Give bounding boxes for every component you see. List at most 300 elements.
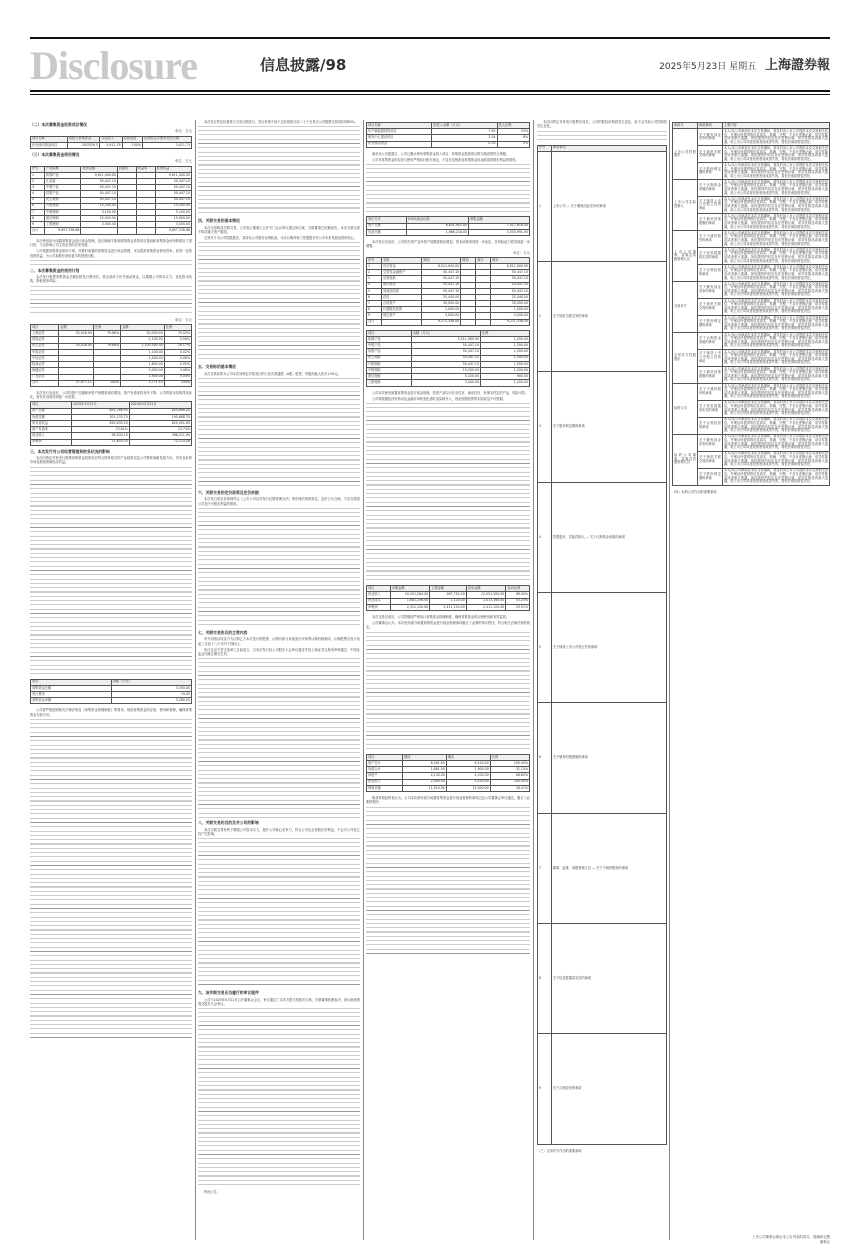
section-name: 信息披露 (260, 56, 321, 74)
table-cell: 汇添富 (45, 178, 81, 184)
table-header-cell: 发行方式 (367, 217, 407, 223)
table-cell: 9 (538, 1034, 552, 1144)
commitment-item-cell: 关于避免同业竞争的承诺 (698, 129, 723, 146)
table-cell: 50,447.10 (491, 288, 530, 294)
column-divider (363, 120, 364, 1240)
table-cell: 1,100,000.00 (121, 343, 165, 349)
table-row (367, 380, 530, 386)
table-cell: 3,771.43 (121, 380, 165, 386)
table-cell: 中银理财 (45, 209, 81, 215)
table-header-cell: 产品简称 (45, 166, 81, 172)
section-heading: 五、交易标的基本情况 (198, 364, 236, 370)
table-header-cell: 序号 (538, 145, 552, 151)
table-cell: 2.04 (432, 135, 497, 141)
table-footnote: （四）标的公司作出的重要承诺 (672, 489, 717, 494)
fund-table (30, 679, 192, 705)
commitment-content-cell: 本人/本公司承诺在本次交易期间，将及时向上市公司提供本次交易相关信息，并保证所提供的信息真实、准确、完整，不存在虚假记载、误导性陈述或者重大遗漏。如因提供的信息存在虚假记载、误导性陈述或重大遗漏，给上市公司或者投资者造成损失的，将依法承担赔偿责任。 (724, 179, 828, 195)
table-cell: 50,447.10 (422, 270, 461, 276)
commitment-item-cell: 关于填补回报措施的承诺 (698, 214, 723, 231)
column-divider (669, 120, 670, 1240)
table-cell: 28.47% (490, 785, 529, 791)
table-cell: 中信证券 (31, 355, 59, 361)
paragraph: 公司本次使用闲置募集资金进行现金管理，投资产品均为安全性高、流动性好、有保本约定的产品，风险可控。 (372, 390, 529, 395)
section-heading: 二、本次募集资金的使用计划 (30, 267, 80, 273)
table-header-cell: 投入比例 (497, 123, 529, 129)
table-header-cell: 100%现金认购 (406, 217, 468, 223)
table-cell: 1,500.00 (121, 374, 165, 380)
table-cell: 50,447.10 (411, 355, 480, 361)
table-cell: 营业收入 (367, 592, 391, 598)
table-cell: 关于合规经营的承诺 (551, 1034, 666, 1144)
commitment-content-cell: 本人/本公司承诺在本次交易期间，将及时向上市公司提供本次交易相关信息，并保证所提供的信息真实、准确、完整，不存在虚假记载、误导性陈述或者重大遗漏。如因提供的信息存在虚假记载、误导性陈述或重大遗漏，给上市公司或者投资者造成损失的，将依法承担赔偿责任。 (724, 298, 828, 314)
table-cell: 1 (31, 172, 45, 178)
table-cell: 1,500.00 (481, 355, 530, 361)
table-header-cell: 减少 (476, 257, 491, 263)
table-cell: 5,911.79 (100, 142, 122, 148)
table-cell: 100.00% (490, 779, 529, 785)
commitment-detail-table (672, 122, 830, 486)
table-cell: 201,133.75 (71, 414, 129, 420)
distribution-table (30, 166, 192, 235)
table-cell: 15,200.00 (411, 367, 480, 373)
table-cell: 招银产品 (45, 191, 81, 197)
paragraph: 公司将根据经济形势以及金融市场的变化适时适量地介入，因此短期投资的实际收益不可预期。 (372, 396, 506, 401)
table-cell: 净利润 (31, 439, 72, 445)
table-row (673, 129, 830, 146)
table-cell: 1 (538, 151, 552, 261)
table-cell: 2,411,120.00 (430, 604, 467, 610)
table-row (31, 439, 192, 445)
table-cell: 兴银理财 (367, 361, 412, 367)
paragraph: 本次发行的定价原则符合《上市公司证券发行注册管理办法》等法律法规的规定，定价公允合理，不存在损害公司及中小股东利益的情形。 (198, 497, 360, 506)
paragraph: 本次关联交易有利于增强公司资本实力，提升公司核心竞争力，符合公司及全体股东的利益，不会对公司独立性产生影响。 (198, 827, 360, 837)
commitment-item-cell: 关于规范关联交易的承诺 (698, 298, 723, 315)
table-header-cell: 期末 (446, 754, 490, 760)
paragraph: 截至本公告披露日，公司已累计使用募集资金投入项目，募集资金投资项目的实施进度符合预期。 (372, 151, 510, 156)
table-cell: 2,003,991.00 (468, 229, 529, 235)
body-text-block (30, 260, 192, 266)
table-row (31, 698, 192, 704)
table-header-cell: 拟投入金额（万元） (432, 123, 497, 129)
table-cell: 1,200.00 (481, 380, 530, 386)
table-header-cell: 金额（万元） (411, 330, 480, 336)
paragraph: 本次向特定对象发行股票完成后，公司的股权结构将发生变化，但不会导致公司控制权发生变化。 (537, 120, 667, 129)
table-cell: 1,120.00 (430, 598, 467, 604)
table-header-cell: 比例 (164, 325, 191, 331)
table-cell: 53% (497, 129, 529, 135)
table-cell: 100% (93, 380, 120, 386)
table-header-cell: 到期日 (117, 166, 136, 172)
body-text-block (198, 378, 360, 488)
table-cell: 650,635.20 (71, 421, 129, 427)
table-cell: 广发证券 (31, 374, 59, 380)
table-cell: 0.02% (164, 349, 191, 355)
table-header-cell: 项目 (31, 325, 59, 331)
table-cell: 资产负债率 (31, 427, 72, 433)
table-cell: 3,011.73 (142, 142, 191, 148)
table-cell: 30,000.00 (121, 331, 165, 337)
table-cell: 资产总计 (367, 760, 403, 766)
table-cell: 9,611,000.00 (81, 172, 117, 178)
table-cell: 1,500.00 (481, 349, 530, 355)
commitment-item-cell: 关于股份锁定期的承诺 (698, 163, 723, 180)
commitment-party-cell: 标的公司 (673, 383, 698, 434)
table-cell: 31.15% (490, 767, 529, 773)
table-header-cell: 金额 (59, 325, 94, 331)
table-cell: 6,001.00 (402, 760, 446, 766)
table-cell: 3,000.00 (81, 222, 117, 228)
table-cell: 3,280.55 (111, 698, 192, 704)
section-heading: 四、关联交易的基本情况 (198, 218, 240, 224)
table-cell: 53.20% (506, 598, 530, 604)
table-cell: 5 (367, 288, 382, 294)
table-cell: 董事、监事、高级管理人员 — 关于不减持股份的承诺 (551, 813, 666, 923)
masthead-bottom-rule (30, 90, 830, 92)
table-cell: 年产新能源材料项目 (367, 129, 432, 135)
table-cell: 3,000.00 (491, 313, 530, 319)
table-header-cell: 变动比例 (506, 586, 530, 592)
commitment-content-cell: 本人/本公司承诺在本次交易期间，将及时向上市公司提供本次交易相关信息，并保证所提供的信息真实、准确、完整，不存在虚假记载、误导性陈述或者重大遗漏。如因提供的信息存在虚假记载、误导性陈述或重大遗漏，给上市公司或者投资者造成损失的，将依法承担赔偿责任。 (724, 264, 828, 280)
section-heading: （三）本次募集资金使用情况 (30, 151, 80, 157)
table-cell: 8% (497, 135, 529, 141)
commitment-content-cell: 本人/本公司承诺在本次交易期间，将及时向上市公司提供本次交易相关信息，并保证所提供的信息真实、准确、完整，不存在虚假记载、误导性陈述或者重大遗漏。如因提供的信息存在虚假记载、误导性陈述或重大遗漏，给上市公司或者投资者造成损失的，将依法承担赔偿责任。 (724, 247, 828, 263)
table-row (538, 482, 667, 592)
table-cell: 50,447.10 (155, 197, 191, 203)
table-cell: 50,447.10 (411, 361, 480, 367)
table-header-cell: 主要内容 (723, 123, 830, 129)
masthead-right (659, 54, 830, 73)
table-cell: 8,011,000.00 (491, 263, 530, 269)
paragraph: 本次使用部分闲置募集资金进行现金管理，是在确保不影响募集资金投资项目建设和募集资金使用的情况下进行的，不会影响公司主营业务的正常发展。 (30, 238, 192, 247)
table-header-cell: 投资收益 (155, 166, 191, 172)
paragraph: 公司将严格按照相关法律法规及《募集资金管理制度》的要求，规范募集资金的存放、使用和管理，确保募集资金专款专用。 (30, 708, 192, 717)
table-header-cell: 投资金额 (81, 166, 117, 172)
table-row (673, 231, 830, 248)
table-cell: 2,411,120.00 (390, 604, 430, 610)
table-cell: 合计 (31, 228, 45, 234)
commitment-content-cell: 本人/本公司承诺在本次交易期间，将及时向上市公司提供本次交易相关信息，并保证所提供的信息真实、准确、完整，不存在虚假记载、误导性陈述或者重大遗漏。如因提供的信息存在虚假记载、误导性陈述或重大遗漏，给上市公司或者投资者造成损失的，将依法承担赔偿责任。 (724, 213, 828, 229)
table-row (538, 923, 667, 1033)
commitment-item-cell: 关于避免同业竞争的承诺 (698, 281, 723, 298)
table-header-cell: 募集金额 (468, 217, 529, 223)
commitment-party-cell: 标的公司董事、监事及高级管理人员 (673, 434, 698, 485)
table-row (367, 604, 530, 610)
commitment-content-cell: 本人/本公司承诺在本次交易期间，将及时向上市公司提供本次交易相关信息，并保证所提供的信息真实、准确、完整，不存在虚假记载、误导性陈述或者重大遗漏。如因提供的信息存在虚假记载、误导性陈述或重大遗漏，给上市公司或者投资者造成损失的，将依法承担赔偿责任。 (724, 468, 828, 484)
table-row (538, 703, 667, 813)
table-cell: 9 (367, 313, 382, 319)
table-cell: 1,681,256.00 (390, 598, 430, 604)
table-cell: 824,668.20 (129, 408, 191, 414)
table-header-cell: 项目名称 (367, 123, 432, 129)
table-cell: 9 (31, 222, 45, 228)
section-heading: 三、本次发行对公司经营管理和财务状况的影响 (30, 448, 110, 454)
table-cell: 79.55% (164, 331, 191, 337)
table-cell: 50,447.10 (491, 270, 530, 276)
table-header-cell: 2025年3月31日 (71, 402, 129, 408)
table-cell: 7 (538, 813, 552, 923)
table-cell: 国泰证券 (31, 337, 59, 343)
table-cell: 负债总额 (31, 414, 72, 420)
commitment-content-cell: 本人/本公司承诺在本次交易期间，将及时向上市公司提供本次交易相关信息，并保证所提供的信息真实、准确、完整，不存在虚假记载、误导性陈述或者重大遗漏。如因提供的信息存在虚假记载、误导性陈述或重大遗漏，给上市公司或者投资者造成损失的，将依法承担赔偿责任。 (724, 128, 828, 144)
table-cell: 合同资产 (381, 301, 421, 307)
paragraph: 公司对募集资金的存放与使用严格执行相关规定，不存在变相改变募集资金用途和损害股东利益的情形。 (372, 158, 519, 163)
table-row (538, 593, 667, 703)
masthead (30, 40, 830, 90)
table-row (31, 142, 192, 148)
table-cell: 阶梯产品 (45, 172, 81, 178)
table-cell: 阶梯产品 (367, 337, 412, 343)
issuance-table (366, 216, 530, 236)
table-cell: 2,013,160.00 (466, 598, 506, 604)
table-cell: 2 (367, 270, 382, 276)
table-row (538, 813, 667, 923)
table-cell: 预付款项 (381, 282, 421, 288)
column-4 (537, 120, 667, 1240)
table-cell: 固定资产 (381, 313, 421, 319)
table-cell: 6,831,902.00 (406, 223, 468, 229)
table-row (673, 281, 830, 298)
table-header-cell: 比例 (490, 754, 529, 760)
table-cell (117, 228, 136, 234)
table-cell: 8 (538, 923, 552, 1033)
table-cell: 15,000.00 (81, 216, 117, 222)
paragraph: 公司根据募集资金使用计划，对暂时闲置的募集资金进行现金管理，可以提高募集资金使用效率，获得一定的投资收益，为公司和股东获取更多的投资回报。 (30, 249, 192, 258)
commitment-item-cell: 关于填补回报措施的承诺 (698, 366, 723, 383)
table-header-cell: 达到预定可使用状态日期 (142, 136, 191, 142)
table-cell: 30,028.00 (59, 343, 94, 349)
page-footer (600, 1235, 830, 1244)
commitment-content-cell: 本人/本公司承诺在本次交易期间，将及时向上市公司提供本次交易相关信息，并保证所提供的信息真实、准确、完整，不存在虚假记载、误导性陈述或者重大遗漏。如因提供的信息存在虚假记载、误导性陈述或重大遗漏，给上市公司或者投资者造成损失的，将依法承担赔偿责任。 (724, 230, 828, 246)
table-cell: 79.66% (93, 343, 120, 349)
table-cell: 关于填补回报措施的承诺 (551, 703, 666, 813)
column-5 (672, 120, 830, 1240)
table-cell (381, 319, 421, 325)
unit-caption: 单位：万元 (513, 250, 530, 255)
table-cell: 96.00% (506, 592, 530, 598)
table-cell: 50,447.10 (155, 185, 191, 191)
paragraph: 保荐机构经核查认为，公司本次使用部分闲置募集资金进行现金管理的事项已经公司董事会审议通过，履行了必要的程序。 (366, 795, 530, 805)
table-cell: 15,200.00 (155, 203, 191, 209)
table-cell: 50,447.10 (411, 343, 480, 349)
table-cell: 12,051,300.00 (466, 592, 506, 598)
table-cell: 7 (367, 301, 382, 307)
disclosure-wordmark: Disclosure (30, 43, 198, 88)
footer-signature: 董事会 (819, 1239, 830, 1244)
table-cell: 资产总额 (31, 408, 72, 414)
section-heading: 八、关联交易的目的及对公司的影响 (198, 820, 259, 826)
column-2 (198, 120, 360, 1240)
table-cell: 1,500.00 (481, 361, 530, 367)
table-row (367, 141, 530, 147)
closing-line: 特此公告。 (204, 1190, 220, 1195)
table-cell: 长期股权投资 (381, 307, 421, 313)
allocation-table (30, 324, 192, 387)
product-list-table (366, 330, 530, 387)
column-1 (30, 120, 192, 1240)
table-cell: 9,271,338.00 (491, 319, 530, 325)
commitment-party-cell: 上市公司董事、监事及高级管理人员 (673, 231, 698, 282)
table-cell: 50,447.10 (422, 282, 461, 288)
table-cell: 2025年6月 (67, 142, 100, 148)
table-cell: 1,000.00 (422, 307, 461, 313)
table-cell: 1,800.00 (121, 362, 165, 368)
commitment-content-cell: 本人/本公司承诺在本次交易期间，将及时向上市公司提供本次交易相关信息，并保证所提供的信息真实、准确、完整，不存在虚假记载、误导性陈述或者重大遗漏。如因提供的信息存在虚假记载、误导性陈述或重大遗漏，给上市公司或者投资者造成损失的，将依法承担赔偿责任。 (724, 434, 828, 450)
table-header-cell: 项目 (367, 586, 391, 592)
table-cell: 98,200.15 (71, 433, 129, 439)
table-cell: 3 (31, 185, 45, 191)
table-cell: 8,011,000.00 (422, 263, 461, 269)
commitment-item-cell: 关于不减持股份的承诺 (698, 383, 723, 400)
table-cell: 25,440.00 (491, 294, 530, 300)
table-cell: 中银产品 (367, 343, 412, 349)
financial-table (30, 401, 192, 445)
table-header-cell: 实际投入 (100, 136, 122, 142)
commitment-content-cell: 本人/本公司承诺在本次交易期间，将及时向上市公司提供本次交易相关信息，并保证所提供的信息真实、准确、完整，不存在虚假记载、误导性陈述或者重大遗漏。如因提供的信息存在虚假记载、误导性陈述或重大遗漏，给上市公司或者投资者造成损失的，将依法承担赔偿责任。 (724, 417, 828, 433)
section-heading: 九、该关联交易应当履行的审议程序 (198, 990, 259, 996)
table-cell: 3 (367, 276, 382, 282)
table-cell: 12,000.00 (446, 785, 490, 791)
table-cell: 3,000.00 (411, 380, 480, 386)
table-row (367, 229, 530, 235)
table-cell: 建信理财 (45, 216, 81, 222)
table-row (31, 380, 192, 386)
commitment-item-cell: 关于认购资金来源的承诺 (698, 180, 723, 197)
table-cell: 资产总额 (367, 223, 407, 229)
body-text-block (366, 403, 530, 583)
commitment-item-cell: 关于合规经营的承诺 (698, 417, 723, 434)
paragraph: 甲方同意以现金方式认购乙方本次发行的股票，认购价格与其他发行对象的认购价格相同，认购股票自发行结束之日起十八个月内不得转让。 (198, 637, 360, 646)
table-cell (461, 319, 476, 325)
table-cell: 30,000.00 (491, 301, 530, 307)
table-cell: 50,447.10 (411, 349, 480, 355)
table-row (673, 434, 830, 451)
table-header-cell: 承诺事项 (698, 123, 723, 129)
commitment-item-cell: 关于合规经营的承诺 (698, 264, 723, 281)
table-cell: 30,028.00 (59, 331, 94, 337)
table-cell: 50,447.10 (81, 191, 117, 197)
table-cell: 50,447.10 (155, 178, 191, 184)
table-header-cell: 投资进度 (122, 136, 142, 142)
column-divider (195, 120, 196, 1240)
table-cell: 其他应收款 (381, 288, 421, 294)
table-cell: 2,900.00 (402, 779, 446, 785)
table-cell: 民生证券 (31, 343, 59, 349)
table-cell: 267,752.00 (430, 592, 467, 598)
table-cell: 所有者权益 (31, 421, 72, 427)
table-cell: 50,447.10 (491, 282, 530, 288)
table-cell: 华泰证券 (31, 349, 59, 355)
body-text-block (198, 242, 360, 362)
column-divider (533, 120, 534, 1240)
newspaper-logo: 上海證券報 (764, 58, 830, 73)
table-header-cell: 收益率 (136, 166, 155, 172)
section-heading: 七、关联交易协议的主要内容 (198, 629, 248, 635)
commitment-item-cell: 关于规范关联交易的承诺 (698, 451, 723, 468)
table-cell: 19.45 (111, 692, 192, 698)
commitment-content-cell: 本人/本公司承诺在本次交易期间，将及时向上市公司提供本次交易相关信息，并保证所提供的信息真实、准确、完整，不存在虚假记载、误导性陈述或者重大遗漏。如因提供的信息存在虚假记载、误导性陈述或重大遗漏，给上市公司或者投资者造成损失的，将依法承担赔偿责任。 (724, 400, 828, 416)
table-cell: 6 (538, 703, 552, 813)
asset-table (366, 754, 530, 792)
table-total-row (31, 228, 192, 234)
table-cell: 3,000.00 (422, 313, 461, 319)
table-row (367, 785, 530, 791)
masthead-top-rule (30, 37, 830, 39)
paragraph: 本次发行完成后，公司的总资产及净资产规模将相应增加，资本结构得到进一步优化，抗风险能力将得到进一步增强。 (366, 239, 530, 249)
table-cell: 50,447.10 (81, 185, 117, 191)
table-cell: 3,100.00 (446, 779, 490, 785)
page-number: /98 (320, 56, 347, 74)
body-text-block (198, 658, 360, 818)
table-cell: 72,114.08 (129, 439, 191, 445)
commitment-item-cell: 关于不减持股份的承诺 (698, 231, 723, 248)
table-header-cell: 期初 (402, 754, 446, 760)
body-text-block (537, 131, 667, 143)
paragraph: 公司董事会认为，本次使用部分闲置募集资金进行现金管理事项履行了必要的审议程序，符合相关法律法规的规定。 (366, 621, 530, 630)
table-row (538, 262, 667, 372)
table-cell: 68.85% (490, 773, 529, 779)
table-cell: 100% (164, 380, 191, 386)
paragraph: 本次向特定对象发行股票募集资金投资项目符合国家相关的产业政策以及公司整体战略发展方向，具有良好的市场发展前景和经济效益。 (30, 456, 192, 465)
table-cell: 营业收入 (367, 779, 403, 785)
table-row (673, 383, 830, 400)
body-text-block (198, 508, 360, 628)
commitment-item-cell: 关于信息披露真实性的承诺 (698, 400, 723, 417)
commitment-party-cell: 上市公司控股股东 (673, 129, 698, 180)
table-header-cell: 项目 (31, 679, 112, 685)
table-cell: 2% (497, 141, 529, 147)
table-cell (81, 228, 117, 234)
table-cell: 上市公司 — 关于避免同业竞争的承诺 (551, 151, 666, 261)
table-cell: 利润总额 (367, 785, 403, 791)
commitment-item-cell: 关于信息披露真实性的承诺 (698, 247, 723, 264)
table-cell: 5,100.00 (411, 374, 480, 380)
table-cell: 工银理财 (45, 222, 81, 228)
body-text-block (198, 1008, 360, 1188)
table-header-cell: 序号 (31, 166, 45, 172)
table-cell: 1,900.00 (446, 767, 490, 773)
table-cell: 应收账款 (381, 276, 421, 282)
unit-caption: 单位：万元 (175, 159, 192, 164)
body-text-block (366, 632, 530, 752)
body-text-block (198, 126, 360, 216)
table-header-cell: 本期金额 (390, 586, 430, 592)
commitment-content-cell: 本人/本公司承诺在本次交易期间，将及时向上市公司提供本次交易相关信息，并保证所提供的信息真实、准确、完整，不存在虚假记载、误导性陈述或者重大遗漏。如因提供的信息存在虚假记载、误导性陈述或重大遗漏，给上市公司或者投资者造成损失的，将依法承担赔偿责任。 (724, 349, 828, 365)
commitment-item-cell: 关于股份锁定期的承诺 (698, 315, 723, 332)
table-cell: 29.17% (164, 343, 191, 349)
table-cell: 15,200.00 (81, 203, 117, 209)
commitment-content-cell: 本人/本公司承诺在本次交易期间，将及时向上市公司提供本次交易相关信息，并保证所提供的信息真实、准确、完整，不存在虚假记载、误导性陈述或者重大遗漏。如因提供的信息存在虚假记载、误导性陈述或重大遗漏，给上市公司或者投资者造成损失的，将依法承担赔偿责任。 (724, 383, 828, 399)
table-cell: 4 (31, 191, 45, 197)
table-header-cell: 承诺事项 (551, 145, 666, 151)
body-text-block (198, 838, 360, 988)
table-cell: 9,857,338.88 (155, 228, 191, 234)
commitment-item-cell: 关于规范关联交易的承诺 (698, 146, 723, 163)
table-header-cell: 项目 (31, 402, 72, 408)
body-text-block (30, 286, 192, 316)
table-cell: 9,611,000.00 (155, 172, 191, 178)
table-cell: 合计 (367, 319, 382, 325)
table-cell: 25,440.00 (422, 294, 461, 300)
table-cell: 交易性金融资产 (381, 270, 421, 276)
table-cell: 23.73% (129, 427, 191, 433)
table-cell: 募集资金总额 (31, 685, 112, 691)
table-cell: 50,447.10 (491, 276, 530, 282)
paragraph: 本次交易完成后，公司将继续严格执行募集资金管理制度，确保募集资金的合理使用和有效监管。 (372, 614, 510, 619)
table-cell: 民生理财 (367, 355, 412, 361)
table-cell: 7.62 (432, 129, 497, 135)
table-cell: 15,000.00 (155, 216, 191, 222)
column-3 (366, 120, 530, 1240)
